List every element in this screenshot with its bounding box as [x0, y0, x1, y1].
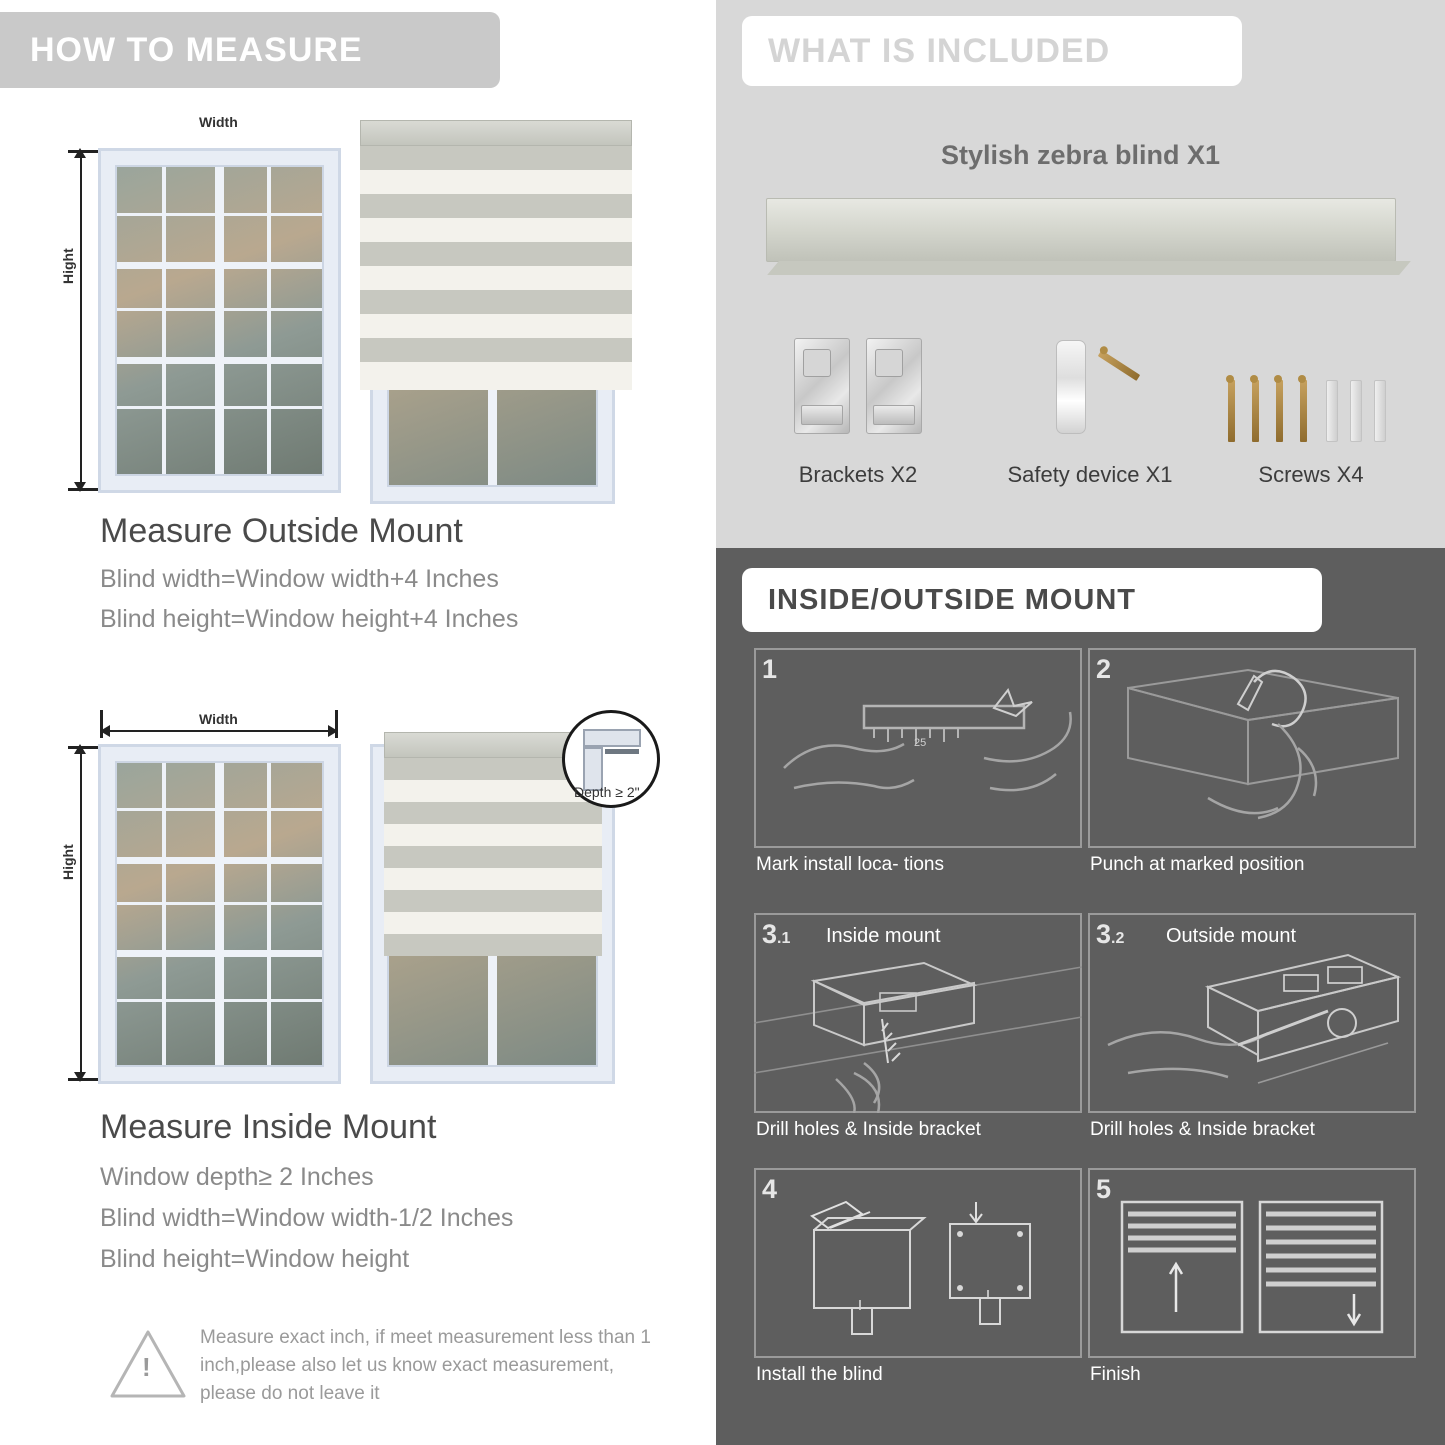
step-4-number: 4: [762, 1174, 778, 1204]
step-3-1-illustration: [754, 913, 1082, 1113]
what-is-included-panel: [716, 0, 1445, 548]
screw-icon-2: [1252, 380, 1259, 442]
brackets-label: Brackets X2: [798, 462, 918, 487]
inside-mount-title: Measure Inside Mount: [100, 1108, 437, 1146]
step-5-number: 5: [1096, 1174, 1112, 1204]
mullion-horizontal-1: [117, 262, 322, 269]
safety-screw-icon: [1098, 350, 1140, 381]
what-is-included-title: WHAT IS INCLUDED: [768, 31, 1111, 70]
inside-outside-mount-panel: [716, 548, 1445, 1445]
outside-width-label: Width: [193, 114, 244, 130]
inside-rule-2: Blind width=Window width-1/2 Inches: [100, 1204, 514, 1232]
width-tick-right-2: [335, 710, 338, 738]
step-3-2-mode-label: Outside mount: [1166, 925, 1297, 947]
step-5-illustration: [1088, 1168, 1416, 1358]
step-1-illustration: [754, 648, 1082, 848]
step-3-2-illustration: [1088, 913, 1416, 1113]
screw-icon-4: [1300, 380, 1307, 442]
muntin-h1: [117, 213, 322, 216]
step-2-number: 2: [1096, 654, 1112, 684]
mount-header: [742, 568, 1322, 632]
window-glass-outside: [115, 165, 324, 476]
blind-fabric-inside: [384, 758, 602, 956]
zebra-blind-headrail: [766, 198, 1396, 262]
step-2: [1088, 648, 1416, 875]
warning-mark: !: [142, 1352, 151, 1382]
what-is-included-header: [742, 16, 1242, 86]
outside-rule-1: Blind width=Window width+4 Inches: [100, 565, 499, 593]
inside-rule-3: Blind height=Window height: [100, 1245, 410, 1273]
height-arrow-line: [80, 152, 82, 488]
blind-headrail-outside: [360, 120, 632, 146]
how-to-measure-header: [0, 12, 500, 88]
width-tick-left-2: [100, 710, 103, 738]
bracket-left-icon: [794, 338, 850, 434]
screw-icon-1: [1228, 380, 1235, 442]
warning-text: Measure exact inch, if meet measurement less than 1 inch,please also let us know exact measurement, please do not leave it: [200, 1327, 651, 1404]
outside-mount-diagram: [0, 100, 712, 500]
step-3-1-mode-label: Inside mount: [826, 925, 941, 947]
anchor-icon-3: [1374, 380, 1386, 442]
step-4: [754, 1168, 1082, 1385]
height-tick-top: [68, 150, 98, 153]
height-arrow-line-2: [80, 748, 82, 1078]
main-product-label: Stylish zebra blind X1: [940, 140, 1221, 170]
step-4-illustration: [754, 1168, 1082, 1358]
height-tick-bottom-2: [68, 1078, 98, 1081]
window-glass-inside: [115, 761, 324, 1067]
step-3-1-number: 3.1: [762, 919, 791, 949]
muntin-h2: [117, 308, 322, 311]
how-to-measure-panel: [0, 0, 712, 1445]
step-5: [1088, 1168, 1416, 1385]
step-3-1: [754, 913, 1082, 1140]
muntin-h4: [117, 808, 322, 811]
width-arrow-line-2: [102, 730, 336, 732]
inside-height-label: Hight: [60, 838, 76, 886]
mount-title: INSIDE/OUTSIDE MOUNT: [768, 583, 1137, 616]
anchor-icon-1: [1326, 380, 1338, 442]
bracket-right-icon: [866, 338, 922, 434]
inside-rule-1: Window depth≥ 2 Inches: [100, 1163, 374, 1191]
depth-label: Depth ≥ 2": [574, 784, 640, 800]
how-to-measure-title: HOW TO MEASURE: [30, 30, 363, 69]
muntin-h6: [117, 999, 322, 1002]
blind-fabric-outside: [360, 146, 632, 390]
mullion-horizontal-3: [117, 857, 322, 864]
step-3-2-number: 3.2: [1096, 919, 1125, 949]
screws-label: Screws X4: [1258, 462, 1364, 487]
outside-mount-title: Measure Outside Mount: [100, 512, 463, 550]
window-illustration-inside: [98, 744, 341, 1084]
step-5-caption: Finish: [1090, 1364, 1141, 1385]
step-2-illustration: [1088, 648, 1416, 848]
step-3-2: [1088, 913, 1416, 1140]
height-tick-top-2: [68, 746, 98, 749]
screw-icon-3: [1276, 380, 1283, 442]
step-1: [754, 648, 1082, 875]
step-2-caption: Punch at marked position: [1090, 854, 1305, 875]
muntin-h3: [117, 406, 322, 409]
mullion-horizontal-2: [117, 357, 322, 364]
anchor-icon-2: [1350, 380, 1362, 442]
outside-height-label: Hight: [60, 242, 76, 290]
outside-rule-2: Blind height=Window height+4 Inches: [100, 605, 519, 633]
zebra-blind-outside: [360, 120, 632, 390]
safety-device-icon: [1056, 340, 1086, 434]
muntin-h5: [117, 902, 322, 905]
step-4-caption: Install the blind: [756, 1364, 883, 1385]
step-3-2-caption: Drill holes & Inside bracket: [1090, 1119, 1315, 1140]
window-illustration-outside: [98, 148, 341, 493]
inside-mount-diagram: [0, 700, 712, 1100]
inside-width-label: Width: [193, 711, 244, 727]
height-tick-bottom: [68, 488, 98, 491]
measure-warning: [100, 1320, 660, 1420]
safety-device-label: Safety device X1: [1007, 462, 1173, 487]
step-3-1-caption: Drill holes & Inside bracket: [756, 1119, 981, 1140]
svg-text:25: 25: [914, 737, 927, 749]
step-1-caption: Mark install loca- tions: [756, 854, 944, 875]
step-1-number: 1: [762, 654, 778, 684]
mullion-horizontal-4: [117, 950, 322, 957]
